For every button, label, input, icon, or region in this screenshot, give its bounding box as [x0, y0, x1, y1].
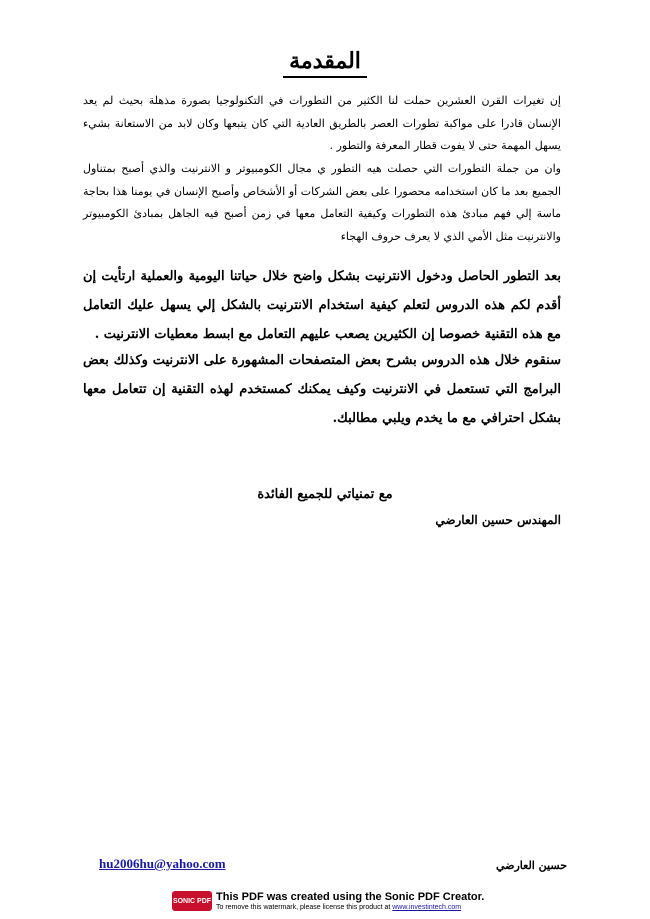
pdf-watermark — [172, 889, 484, 913]
watermark-link[interactable]: www.investintech.com — [392, 903, 462, 911]
intro-paragraph-2: وان من جملة التطورات التي حصلت هيه التطور ي مجال الكومبيوتر و الانترنيت والذي أصبح بمتناول الجميع بعد ما كان استخدامه محصورا على بعض الشركات أو الأشخاص وأصبح الإنسان في يومنا هذا بحاجة ماسة إلي فهم مبادئ هذه التطورات وكيفية التعامل معها في زمن أصبح فيه الجاهل بمبادئ الكومبيوتر والانترنيت مثل الأمي الذي لا يعرف حروف الهجاء — [83, 162, 561, 243]
watermark-text — [216, 891, 484, 912]
sonic-logo-icon: SONIC PDF — [172, 891, 212, 911]
page-title — [0, 48, 650, 74]
watermark-sub-text — [216, 903, 484, 912]
body-paragraph-2: سنقوم خلال هذه الدروس بشرح بعض المتصفحات المشهورة على الانترنيت وكذلك بعض البرامج التي تستعمل في الانترنيت وكيف يمكنك كمستخدم لهذه التقنية إن تتعامل معها بشكل احترافي مع ما يخدم ويلبي مطالبك. — [83, 353, 561, 426]
body-paragraph-1: بعد التطور الحاصل ودخول الانترنيت بشكل واضح خلال حياتنا اليومية والعملية ارتأيت إن أقدم لكم هذه الدروس لتعلم كيفية استخدام الانترنيت بالشكل إلي يسهل عليك التعامل مع هذه التقنية خصوصا إن الكثيرين يصعب عليهم التعامل مع ابسط معطيات الانترنيت . — [83, 269, 561, 342]
watermark-license-text: To remove this watermark, please license this product at — [216, 903, 393, 911]
page-title-text: المقدمة — [283, 48, 367, 78]
closing-line: مع تمنياتي للجميع الفائدة — [257, 487, 393, 502]
email-link[interactable]: hu2006hu@yahoo.com — [99, 856, 226, 871]
footer-author-name: حسين العارضي — [495, 859, 567, 872]
watermark-main-text: This PDF was created using the Sonic PDF Creator. — [216, 890, 485, 903]
author-signature: المهندس حسين العارضي — [435, 513, 561, 527]
intro-paragraph-1: إن تغيرات القرن العشرين حملت لنا الكثير من التطورات في التكنولوجيا بصورة مذهلة بحيث لم يعد الإنسان قادرا على مواكبة تطورات العصر بالطريق العادية التي كان يتبعها وكان لابد من الاستعانة بشيء يسهل المهمة حتى لا يفوت قطار المعرفة والتطور . — [83, 94, 561, 152]
